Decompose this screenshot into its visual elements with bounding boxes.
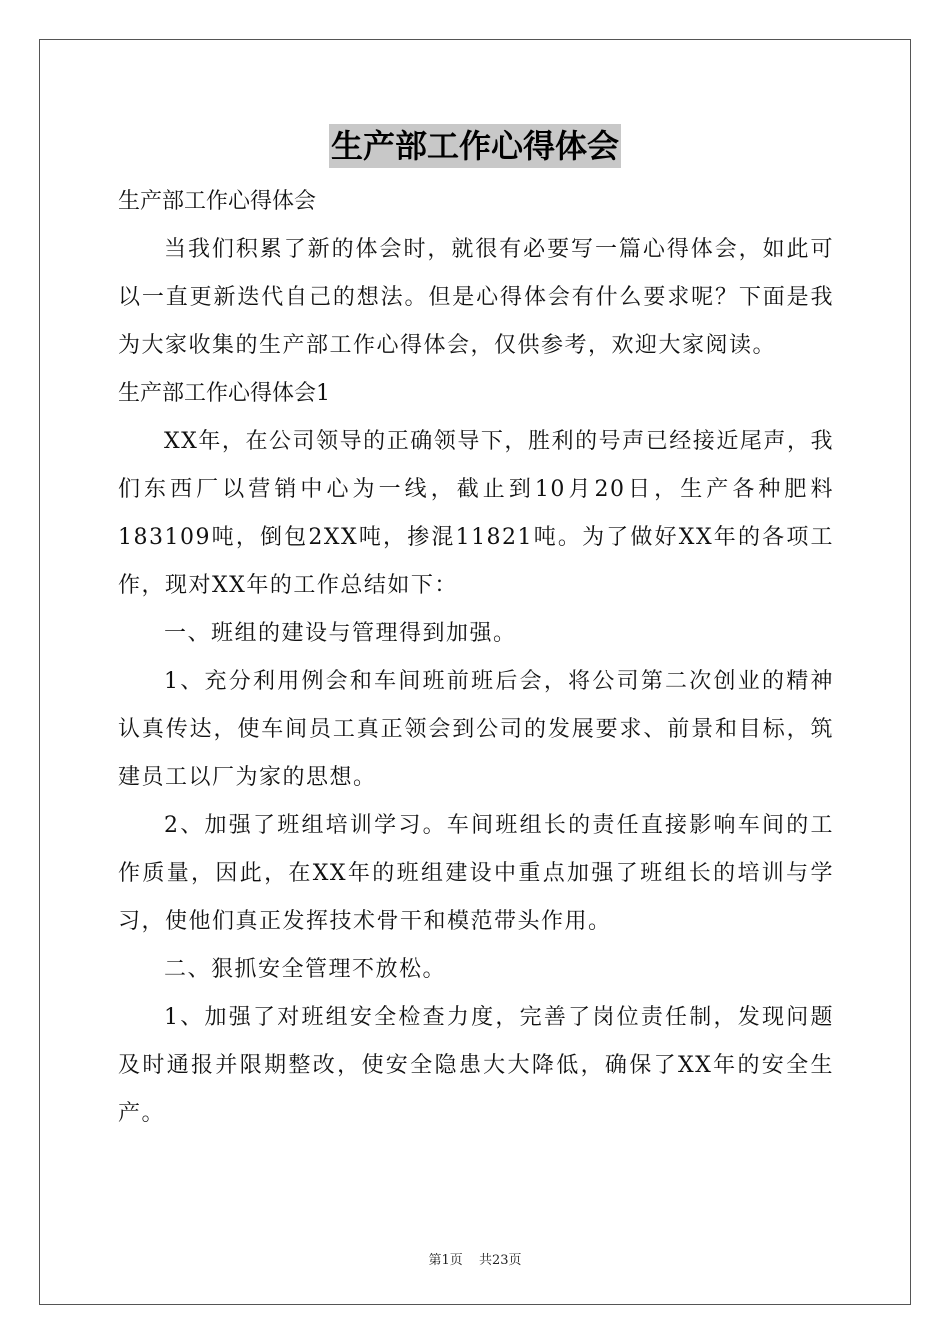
document-body bbox=[118, 178, 834, 1138]
page-total: 共23页 bbox=[478, 1253, 522, 1268]
section-heading: 生产部工作心得体会1 bbox=[118, 381, 330, 406]
document-title: 生产部工作心得体会 bbox=[329, 124, 621, 168]
body-paragraph: 二、狠抓安全管理不放松。 bbox=[164, 957, 447, 982]
body-paragraph: 1、充分利用例会和车间班前班后会，将公司第二次创业的精神认真传达，使车间员工真正领会到公司的发展要求、前景和目标，筑建员工以厂为家的思想。 bbox=[118, 669, 834, 790]
intro-paragraph: 当我们积累了新的体会时，就很有必要写一篇心得体会，如此可以一直更新迭代自己的想法。但是心得体会有什么要求呢？下面是我为大家收集的生产部工作心得体会，仅供参考，欢迎大家阅读。 bbox=[118, 237, 834, 358]
body-paragraph: XX年，在公司领导的正确领导下，胜利的号声已经接近尾声，我们东西厂以营销中心为一线，截止到10月20日，生产各种肥料183109吨，倒包2XX吨，掺混11821吨。为了做好XX年的各项工作，现对XX年的工作总结如下： bbox=[118, 429, 834, 598]
body-paragraph: 一、班组的建设与管理得到加强。 bbox=[164, 621, 517, 646]
body-paragraph: 1、加强了对班组安全检查力度，完善了岗位责任制，发现问题及时通报并限期整改，使安全隐患大大降低，确保了XX年的安全生产。 bbox=[118, 1005, 834, 1126]
page-footer bbox=[0, 1249, 950, 1268]
page-number: 第1页 bbox=[428, 1253, 463, 1268]
title-container bbox=[0, 124, 950, 168]
document-subtitle: 生产部工作心得体会 bbox=[118, 189, 317, 214]
body-paragraph: 2、加强了班组培训学习。车间班组长的责任直接影响车间的工作质量，因此，在XX年的班组建设中重点加强了班组长的培训与学习，使他们真正发挥技术骨干和模范带头作用。 bbox=[118, 813, 834, 934]
